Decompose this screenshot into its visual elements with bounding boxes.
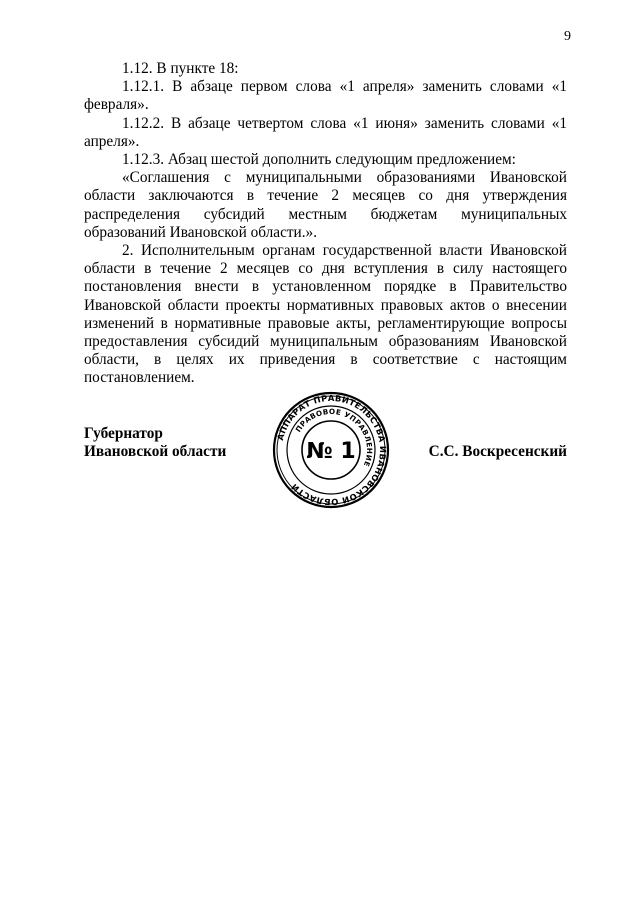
signatory-title-line2: Ивановской области <box>84 443 227 461</box>
stamp-center-number: № 1 <box>306 439 356 464</box>
document-body <box>84 60 567 388</box>
stamp-graphic <box>272 391 390 509</box>
official-stamp <box>272 391 390 509</box>
signatory-title <box>84 425 226 461</box>
paragraph-quote: «Соглашения с муниципальными образованиями Ивановской области заключаются в течение 2 месяцев со дня утверждения распределения субсидий местным бюджетам муниципальных образований Ивановской области.». <box>84 169 567 241</box>
stamp-outer-text: АППАРАТ ПРАВИТЕЛЬСТВА ИВАНОВСКОЙ ОБЛАСТИ <box>275 392 389 508</box>
paragraph-1-12-1: 1.12.1. В абзаце первом слова «1 апреля» заменить словами «1 февраля». <box>84 78 567 114</box>
paragraph-1-12: 1.12. В пункте 18: <box>122 60 239 77</box>
paragraph-1-12-2: 1.12.2. В абзаце четвертом слова «1 июня» заменить словами «1 апреля». <box>84 114 567 150</box>
stamp-inner-text: ПРАВОВОЕ УПРАВЛЕНИЕ <box>293 406 375 469</box>
paragraph-2: 2. Исполнительным органам государственной власти Ивановской области в течение 2 месяцев со дня вступления в силу настоящего постановления внести в установленном порядке в Правительство Ивановской области проекты нормативных правовых актов о внесении изменений в нормативные правовые акты, регламентирующие вопросы предоставления субсидий муниципальным образованиям Ивановской области, в целях их приведения в соответствие с настоящим постановлением. <box>84 242 567 387</box>
signatory-title-line1: Губернатор <box>84 425 163 442</box>
signatory-name: С.С. Воскресенский <box>428 443 567 460</box>
page-number: 9 <box>564 29 571 44</box>
paragraph-1-12-3: 1.12.3. Абзац шестой дополнить следующим предложением: <box>122 151 516 169</box>
